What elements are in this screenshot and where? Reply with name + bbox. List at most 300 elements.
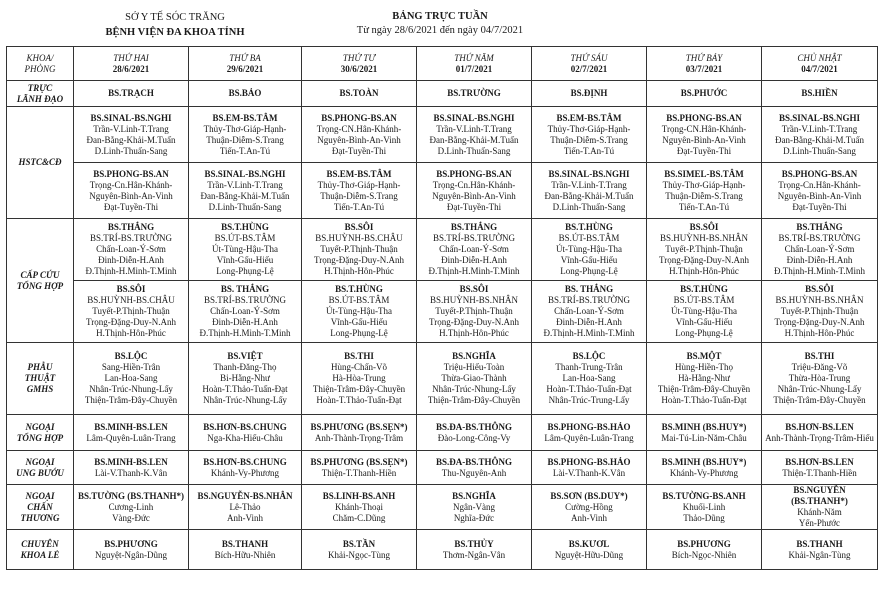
- department-name-line: THƯƠNG: [20, 512, 60, 523]
- staff-names: Trần-V.Linh-T.Trang: [93, 123, 169, 134]
- staff-names: Anh-Thành-Trọng-Trâm-Hiếu: [765, 432, 874, 443]
- doctor-name: BS.MINH-BS.LEN: [94, 421, 168, 432]
- doctor-name: BS.T.HÙNG: [680, 284, 728, 294]
- duty-cell: [762, 530, 878, 570]
- staff-names: Trọng-CN.Hân-Khánh-: [661, 123, 747, 134]
- staff-names: Yến-Phước: [798, 518, 841, 528]
- staff-names: H.Thịnh-Hôn-Phúc: [784, 328, 855, 338]
- staff-names: Lan-Hoa-Sang: [104, 373, 158, 383]
- staff-names: Đinh-Diễn-H.Anh: [556, 317, 622, 327]
- staff-names: Đạt-Tuyền-Thi: [676, 145, 732, 156]
- staff-names: Tuyết-P.Thịnh-Thuận: [780, 306, 859, 316]
- department-name-line: NGOẠI: [25, 490, 55, 501]
- day-date: 29/6/2021: [226, 63, 264, 74]
- staff-names: Hùng-Hiền-Thọ: [675, 362, 733, 372]
- staff-names: Đan-Bằng-Khải-M.Tuấn: [86, 134, 176, 145]
- doctor-name: BS.ĐA-BS.THÔNG: [435, 421, 513, 432]
- department-cell: [7, 107, 74, 219]
- roster-row: [7, 219, 878, 281]
- staff-names: Trọng-Đặng-Duy-N.Anh: [659, 255, 749, 265]
- duty-cell: [762, 451, 878, 485]
- staff-names: Hoàn-T.Thảo-Tuấn-Đạt: [661, 395, 747, 405]
- staff-names: Đan-Bằng-Khải-M.Tuấn: [775, 134, 864, 145]
- duty-cell: [302, 451, 417, 485]
- staff-names: Chăm-C.Dũng: [332, 512, 386, 523]
- staff-names: D.Linh-Thuấn-Sang: [783, 145, 856, 156]
- staff-names: Thuận-Diễm-S.Trang: [206, 134, 284, 145]
- duty-cell: [532, 451, 647, 485]
- doctor-name: BS.BẢO: [228, 88, 262, 98]
- doctor-name: BS.TRẠCH: [108, 88, 154, 98]
- doctor-name: BS.PHƯƠNG: [677, 538, 731, 549]
- staff-names: Lan-Hoa-Sang: [562, 373, 616, 383]
- doctor-name: BS.HƠN-BS.CHUNG: [203, 421, 287, 432]
- staff-names: Thuận-Diễm-S.Trang: [550, 134, 628, 145]
- duty-cell: [762, 343, 878, 415]
- staff-names: Sang-Hiền-Trân: [101, 362, 161, 372]
- staff-names: Trần-V.Linh-T.Trang: [207, 179, 283, 190]
- staff-names: BS.TRÍ-BS.TRƯỜNG: [204, 295, 286, 305]
- doctor-name: BS.NGUYỄN (BS.THANH*): [791, 485, 848, 506]
- duty-cell: [189, 219, 302, 281]
- staff-names: Khải-Ngọc-Tùng: [328, 549, 390, 560]
- staff-names: Chấn-Loan-Ý-Sơm: [96, 244, 166, 254]
- duty-cell: [74, 343, 189, 415]
- staff-names: Thu-Nguyên-Anh: [441, 467, 507, 478]
- staff-names: Đ.Thịnh-H.Minh-T.Minh: [85, 266, 177, 276]
- staff-names: D.Linh-Thuấn-Sang: [94, 145, 168, 156]
- duty-cell: [302, 81, 417, 107]
- date-range: Từ ngày 28/6/2021 đến ngày 04/7/2021: [356, 25, 524, 36]
- staff-names: Vĩnh-Gấu-Hiếu: [560, 255, 618, 265]
- day-header: [762, 47, 878, 81]
- roster-body: [7, 81, 878, 570]
- doctor-name: BS.PHONG-BS.AN: [781, 168, 858, 179]
- doctor-name: BS.MỘT: [686, 351, 722, 361]
- department-cell: [7, 485, 74, 530]
- staff-names: Út-Tùng-Hậu-Tha: [212, 244, 278, 254]
- staff-names: Thanh-Trung-Trân: [555, 362, 623, 372]
- duty-cell: [189, 81, 302, 107]
- staff-names: Long-Phụng-Lệ: [330, 328, 388, 338]
- staff-names: Khánh-Năm: [797, 507, 842, 517]
- department-name-line: NGOẠI: [25, 421, 55, 432]
- department-cell: [7, 530, 74, 570]
- staff-names: Nguyên-Bình-An-Vinh: [777, 190, 862, 201]
- doctor-name: BS.LINH-BS.ANH: [322, 490, 396, 501]
- doctor-name: BS. THẮNG: [220, 284, 270, 294]
- department-name-line: TỔNG HỢP: [16, 432, 64, 443]
- duty-cell: [417, 163, 532, 219]
- staff-names: Hà-Hằng-Như: [678, 373, 730, 383]
- duty-cell: [74, 219, 189, 281]
- staff-names: Út-Tùng-Hậu-Tha: [671, 306, 737, 316]
- staff-names: Trần-V.Linh-T.Trang: [781, 123, 858, 134]
- department-name: SỞ Y TẾ SÓC TRĂNG: [125, 12, 225, 23]
- duty-cell: [74, 281, 189, 343]
- staff-names: BS.ÚT-BS.TÂM: [558, 233, 620, 243]
- staff-names: Thủy-Thơ-Giáp-Hạnh-: [317, 179, 401, 190]
- staff-names: Long-Phụng-Lệ: [675, 328, 733, 338]
- day-label: THỨ NĂM: [454, 52, 494, 63]
- duty-cell: [532, 219, 647, 281]
- staff-names: Thiện-T.Thanh-Hiền: [782, 467, 857, 478]
- duty-cell: [647, 415, 762, 451]
- staff-names: Trọng-Cn.Hân-Khánh-: [778, 179, 861, 190]
- staff-names: Đ.Thịnh-H.Minh-T.Minh: [199, 328, 291, 338]
- day-label: THỨ SÁU: [570, 52, 608, 63]
- duty-cell: [302, 163, 417, 219]
- staff-names: BS.HUỲNH-BS.CHÂU: [315, 233, 403, 243]
- department-name-line: UNG BƯỚU: [16, 467, 64, 478]
- staff-names: Đinh-Diễn-H.Anh: [98, 255, 164, 265]
- department-name-line: HSTC&CĐ: [18, 157, 62, 167]
- doctor-name: BS.TẦN: [342, 538, 376, 549]
- duty-cell: [189, 163, 302, 219]
- staff-names: Tiến-T.An-Tú: [333, 201, 385, 212]
- duty-cell: [647, 530, 762, 570]
- department-name-line: TRỰC: [27, 82, 53, 93]
- department-cell: [7, 451, 74, 485]
- doctor-name: BS.THẮNG: [450, 222, 498, 232]
- duty-cell: [647, 485, 762, 530]
- day-date: 28/6/2021: [112, 63, 150, 74]
- doctor-name: BS. THẮNG: [564, 284, 614, 294]
- duty-cell: [74, 81, 189, 107]
- staff-names: Đinh-Diễn-H.Anh: [441, 255, 507, 265]
- staff-names: Út-Tùng-Hậu-Tha: [556, 244, 622, 254]
- staff-names: Thiện-Trâm-Đây-Chuyền: [657, 384, 751, 394]
- department-name-line: CHUYÊN: [21, 538, 59, 549]
- staff-names: Đào-Long-Công-Vy: [437, 432, 511, 443]
- doctor-name: BS.PHƯƠNG (BS.SẸN*): [310, 456, 408, 467]
- department-cell: [7, 343, 74, 415]
- duty-cell: [417, 281, 532, 343]
- staff-names: Đ.Thịnh-H.Minh-T.Minh: [543, 328, 635, 338]
- doctor-name: BS.SÔI: [459, 284, 489, 294]
- doctor-name: BS.SIMEL-BS.TÂM: [664, 168, 744, 179]
- duty-cell: [302, 343, 417, 415]
- staff-names: Anh-Vinh: [571, 512, 607, 523]
- duty-cell: [417, 485, 532, 530]
- corner-line: KHOA/: [26, 52, 54, 63]
- staff-names: BS.TRÍ-BS.TRƯỜNG: [778, 233, 861, 243]
- issuer-block: [60, 10, 290, 40]
- duty-cell: [302, 485, 417, 530]
- duty-cell: [762, 81, 878, 107]
- staff-names: Hùng-Chấn-Võ: [331, 362, 387, 372]
- staff-names: Khánh-Thoại: [335, 501, 383, 512]
- doctor-name: BS.KƯƠL: [568, 538, 610, 549]
- doctor-name: BS.SÔI: [689, 222, 719, 232]
- staff-names: Nhân-Trúc-Trung-Lấy: [548, 395, 630, 405]
- staff-names: BS.TRÍ-BS.TRƯỜNG: [433, 233, 515, 243]
- doctor-name: BS.SINAL-BS.NGHI: [778, 112, 861, 123]
- roster-row: [7, 485, 878, 530]
- staff-names: Trọng-Cn.Hân-Khánh-: [432, 179, 516, 190]
- staff-names: Đan-Bằng-Khải-M.Tuấn: [200, 190, 290, 201]
- staff-names: D.Linh-Thuấn-Sang: [208, 201, 282, 212]
- staff-names: Trọng-Đặng-Duy-N.Anh: [86, 317, 176, 327]
- staff-names: Hoàn-T.Thảo-Tuấn-Đạt: [316, 395, 402, 405]
- day-label: CHỦ NHẬT: [797, 52, 842, 63]
- duty-cell: [417, 415, 532, 451]
- staff-names: Mai-Tú-Lin-Năm-Châu: [661, 432, 747, 443]
- duty-cell: [532, 281, 647, 343]
- staff-names: BS.ÚT-BS.TÂM: [673, 295, 735, 305]
- staff-names: Nguyên-Bình-An-Vinh: [662, 134, 746, 145]
- staff-names: Vàng-Đức: [112, 512, 150, 523]
- doctor-name: BS.SÔI: [805, 284, 834, 294]
- staff-names: Trọng-Đặng-Duy-N.Anh: [314, 255, 404, 265]
- duty-cell: [74, 530, 189, 570]
- staff-names: Hoàn-T.Thảo-Tuấn-Đạt: [202, 384, 288, 394]
- staff-names: Thơm-Ngân-Vân: [442, 549, 506, 560]
- title-block: [290, 10, 590, 38]
- doctor-name: BS.THI: [804, 351, 835, 361]
- duty-cell: [532, 530, 647, 570]
- doctor-name: BS.ĐỊNH: [570, 88, 608, 98]
- staff-names: Đan-Bằng-Khải-M.Tuấn: [544, 190, 634, 201]
- doctor-name: BS.PHONG-BS.HẢO: [547, 421, 631, 432]
- staff-names: Anh-Vinh: [227, 512, 263, 523]
- doctor-name: BS.EM-BS.TÂM: [326, 168, 392, 179]
- staff-names: Đạt-Tuyền-Thi: [446, 201, 502, 212]
- staff-names: BS.HUỲNH-BS.NHÂN: [429, 295, 518, 305]
- staff-names: Thiện-Trâm-Đây-Chuyền: [773, 395, 866, 405]
- duty-cell: [189, 343, 302, 415]
- department-name-line: GMHS: [26, 384, 54, 394]
- staff-names: Triệu-Đăng-Võ: [791, 362, 848, 372]
- day-date: 01/7/2021: [455, 63, 493, 74]
- duty-cell: [74, 415, 189, 451]
- staff-names: Thiện-Trâm-Đây-Chuyền: [84, 395, 178, 405]
- duty-cell: [302, 107, 417, 163]
- duty-cell: [189, 451, 302, 485]
- staff-names: Thừa-Giao-Thành: [441, 373, 507, 383]
- roster-row: [7, 281, 878, 343]
- staff-names: BS.ÚT-BS.TÂM: [214, 233, 276, 243]
- staff-names: Tiến-T.An-Tú: [678, 201, 730, 212]
- staff-names: BS.TRÍ-BS.TRƯỜNG: [90, 233, 172, 243]
- day-label: THỨ TƯ: [342, 52, 376, 63]
- staff-names: BS.ÚT-BS.TÂM: [328, 295, 390, 305]
- duty-cell: [532, 415, 647, 451]
- staff-names: Trần-V.Linh-T.Trang: [436, 123, 512, 134]
- staff-names: Lâm-Quyên-Luân-Trang: [86, 432, 176, 443]
- doctor-name: BS.EM-BS.TÂM: [212, 112, 278, 123]
- duty-cell: [762, 163, 878, 219]
- staff-names: Chấn-Loan-Ý-Sơm: [439, 244, 509, 254]
- doctor-name: BS.TOÀN: [339, 88, 379, 98]
- duty-roster-table: [6, 46, 878, 570]
- duty-cell: [647, 81, 762, 107]
- duty-cell: [302, 530, 417, 570]
- doctor-name: BS.NGHĨA: [452, 490, 496, 501]
- staff-names: Nhân-Trúc-Nhung-Lấy: [89, 384, 173, 394]
- duty-cell: [762, 415, 878, 451]
- staff-names: Nga-Kha-Hiếu-Châu: [207, 432, 283, 443]
- doctor-name: BS.THỦY: [454, 538, 494, 549]
- day-header: [302, 47, 417, 81]
- doctor-name: BS.THẮNG: [107, 222, 155, 232]
- staff-names: Nguyệt-Ngân-Dũng: [95, 549, 167, 560]
- staff-names: Cường-Hồng: [565, 501, 613, 512]
- duty-cell: [417, 530, 532, 570]
- duty-cell: [762, 219, 878, 281]
- staff-names: Thiện-Trâm-Đây-Chuyền: [312, 384, 406, 394]
- staff-names: Khánh-Vy-Phương: [210, 467, 280, 478]
- day-date: 02/7/2021: [570, 63, 608, 74]
- doctor-name: BS.NGHĨA: [452, 351, 496, 361]
- doctor-name: BS.HIỀN: [801, 88, 838, 98]
- duty-cell: [647, 107, 762, 163]
- staff-names: Khánh-Vy-Phương: [669, 467, 739, 478]
- staff-names: Tuyết-P.Thịnh-Thuận: [92, 306, 170, 316]
- staff-names: Nhân-Trúc-Nhung-Lấy: [203, 395, 287, 405]
- staff-names: Nguyên-Bình-An-Vinh: [317, 134, 401, 145]
- staff-names: BS.HUỲNH-BS.NHÂN: [659, 233, 748, 243]
- staff-names: Khuối-Linh: [682, 501, 726, 512]
- staff-names: Long-Phụng-Lệ: [216, 266, 274, 276]
- staff-names: Đạt-Tuyền-Thi: [792, 201, 847, 212]
- roster-row: [7, 415, 878, 451]
- doctor-name: BS.PHONG-BS.AN: [93, 168, 169, 179]
- staff-names: Nhân-Trúc-Nhung-Lấy: [777, 384, 862, 394]
- staff-names: Hoàn-T.Thảo-Tuấn-Đạt: [546, 384, 632, 394]
- duty-cell: [647, 219, 762, 281]
- doctor-name: BS.PHƯƠNG (BS.SẸN*): [310, 421, 408, 432]
- doctor-name: BS.LỘC: [114, 351, 148, 361]
- day-header: [189, 47, 302, 81]
- staff-names: Thừa-Hòa-Trung: [788, 373, 851, 383]
- staff-names: Đ.Thịnh-H.Minh-T.Minh: [773, 266, 866, 276]
- staff-names: Lài-V.Thanh-K.Vân: [552, 467, 626, 478]
- staff-names: H.Thịnh-Hôn-Phúc: [96, 328, 166, 338]
- duty-cell: [532, 81, 647, 107]
- staff-names: Trọng-Đặng-Duy-N.Anh: [429, 317, 519, 327]
- day-date: 04/7/2021: [801, 63, 838, 74]
- staff-names: Nghĩa-Đức: [453, 512, 495, 523]
- day-header: [532, 47, 647, 81]
- staff-names: Thủy-Thơ-Giáp-Hạnh-: [547, 123, 631, 134]
- day-label: THỨ BẢY: [685, 52, 723, 63]
- corner-line: PHÒNG: [24, 63, 56, 74]
- duty-cell: [762, 485, 878, 530]
- duty-cell: [74, 107, 189, 163]
- staff-names: Hà-Hòa-Trung: [332, 373, 386, 383]
- staff-names: Đạt-Tuyền-Thi: [331, 145, 387, 156]
- doctor-name: BS.SINAL-BS.NGHI: [548, 168, 630, 179]
- staff-names: Nguyệt-Hữu-Dũng: [554, 549, 624, 560]
- doctor-name: BS.PHƯƠNG: [104, 538, 158, 549]
- hospital-name: BỆNH VIỆN ĐA KHOA TỈNH: [105, 27, 245, 38]
- roster-row: [7, 343, 878, 415]
- duty-cell: [74, 163, 189, 219]
- department-name-line: CHẤN: [27, 501, 53, 512]
- doctor-name: BS.THẮNG: [796, 222, 843, 232]
- staff-names: Đan-Bằng-Khải-M.Tuấn: [429, 134, 519, 145]
- doctor-name: BS.VIỆT: [227, 351, 263, 361]
- duty-cell: [532, 343, 647, 415]
- staff-names: Vĩnh-Gấu-Hiếu: [216, 255, 274, 265]
- staff-names: Bích-Hữu-Nhiên: [214, 549, 276, 560]
- department-name-line: PHẪU: [27, 362, 53, 372]
- staff-names: H.Thịnh-Hôn-Phúc: [669, 266, 739, 276]
- roster-row: [7, 107, 878, 163]
- duty-cell: [417, 81, 532, 107]
- staff-names: Thủy-Thơ-Giáp-Hạnh-: [203, 123, 287, 134]
- staff-names: Tuyết-P.Thịnh-Thuận: [435, 306, 513, 316]
- staff-names: Nhân-Trúc-Nhung-Lấy: [432, 384, 516, 394]
- duty-cell: [74, 485, 189, 530]
- doctor-name: BS.HƠN-BS.LEN: [785, 456, 854, 467]
- doctor-name: BS.THANH: [221, 538, 269, 549]
- staff-names: Long-Phụng-Lệ: [560, 266, 618, 276]
- doctor-name: BS.HƠN-BS.CHUNG: [203, 456, 287, 467]
- staff-names: Đinh-Diễn-H.Anh: [786, 255, 853, 265]
- doctor-name: BS.NGUYỄN-BS.NHÂN: [197, 490, 293, 501]
- staff-names: Trọng-Cn.Hân-Khánh-: [89, 179, 173, 190]
- staff-names: Tiến-T.An-Tú: [219, 145, 271, 156]
- duty-cell: [417, 451, 532, 485]
- doctor-name: BS.SINAL-BS.NGHI: [433, 112, 515, 123]
- day-header: [647, 47, 762, 81]
- staff-names: Bích-Ngọc-Nhiên: [671, 549, 737, 560]
- staff-names: Vĩnh-Gấu-Hiếu: [675, 317, 733, 327]
- staff-names: Tiến-T.An-Tú: [563, 145, 615, 156]
- staff-names: Đạt-Tuyền-Thi: [103, 201, 159, 212]
- doctor-name: BS.SÔI: [116, 284, 146, 294]
- staff-names: Thủy-Thơ-Giáp-Hạnh-: [662, 179, 746, 190]
- day-date: 03/7/2021: [685, 63, 723, 74]
- staff-names: Thiện-T.Thanh-Hiền: [321, 467, 397, 478]
- duty-cell: [189, 415, 302, 451]
- duty-cell: [302, 219, 417, 281]
- staff-names: Chấn-Loan-Ý-Sơm: [784, 244, 855, 254]
- doctor-name: BS.HƠN-BS.LEN: [785, 421, 854, 432]
- roster-row: [7, 530, 878, 570]
- staff-names: Thanh-Đăng-Thọ: [213, 362, 277, 372]
- staff-names: Anh-Thành-Trọng-Trâm: [314, 432, 404, 443]
- duty-cell: [189, 281, 302, 343]
- staff-names: Chấn-Loan-Ý-Sơm: [554, 306, 624, 316]
- day-header: [417, 47, 532, 81]
- day-header-row: [7, 47, 878, 81]
- staff-names: Vĩnh-Gấu-Hiếu: [330, 317, 388, 327]
- department-name-line: NGOẠI: [25, 456, 55, 467]
- duty-cell: [302, 415, 417, 451]
- doctor-name: BS.PHONG-BS.AN: [321, 112, 397, 123]
- duty-cell: [762, 107, 878, 163]
- duty-cell: [647, 281, 762, 343]
- duty-cell: [189, 485, 302, 530]
- doctor-name: BS.T.HÙNG: [335, 284, 383, 294]
- duty-cell: [647, 343, 762, 415]
- staff-names: Nguyên-Bình-An-Vinh: [89, 190, 173, 201]
- roster-row: [7, 163, 878, 219]
- day-date: 30/6/2021: [340, 63, 378, 74]
- doctor-name: BS.THI: [344, 351, 374, 361]
- staff-names: Triệu-Hiếu-Toàn: [443, 362, 505, 372]
- staff-names: BS.TRÍ-BS.TRƯỜNG: [548, 295, 630, 305]
- doctor-name: BS.LỘC: [572, 351, 606, 361]
- day-label: THỨ HAI: [113, 52, 149, 63]
- staff-names: Trọng-CN.Hân-Khánh-: [316, 123, 402, 134]
- staff-names: H.Thịnh-Hôn-Phúc: [439, 328, 509, 338]
- duty-cell: [532, 485, 647, 530]
- staff-names: Tuyết-P.Thịnh-Thuận: [665, 244, 743, 254]
